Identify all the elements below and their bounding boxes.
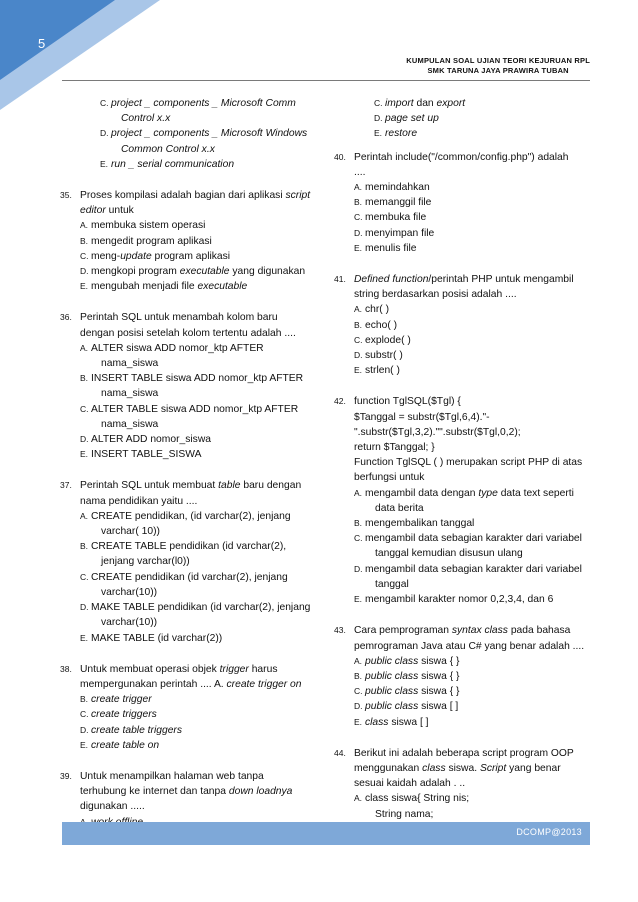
header-school: SMK TARUNA JAYA PRAWIRA TUBAN: [427, 66, 569, 75]
question-number: 39.: [60, 770, 72, 781]
question-39-continued: [334, 96, 602, 142]
code-line: function TglSQL($Tgl) {: [354, 396, 461, 408]
question-number: 40.: [334, 151, 346, 162]
option-d: D. ALTER ADD nomor_siswa: [80, 434, 211, 446]
option-a: A. mengambil data dengan type data text seperti data berita: [354, 487, 574, 514]
page-number: 5: [38, 36, 46, 51]
option-e: E. menulis file: [354, 242, 417, 254]
question-44: 44. Berikut ini adalah beberapa script program OOP menggunakan class siswa. Script yang benar sesuai kaidah adalah . ..: [334, 747, 574, 790]
header-rule: [62, 80, 590, 81]
question-number: 42.: [334, 396, 346, 407]
question-text: Proses kompilasi adalah bagian dari aplikasi script: [80, 190, 311, 202]
question-41: 41. Defined function/perintah PHP untuk mengambil string berdasarkan posisi adalah ....: [334, 274, 574, 301]
option-c: C. membuka file: [354, 212, 427, 224]
option-b: B. mengedit program aplikasi: [80, 235, 212, 247]
option-d: D. menyimpan file: [354, 227, 435, 239]
question-37: 37. Perintah SQL untuk membuat table baru dengan nama pendidikan yaitu ....: [60, 480, 302, 507]
option-c: C. project _ components _ Microsoft Comm Control x.x: [100, 98, 296, 125]
code-line: $Tanggal = substr($Tgl,6,4)."-: [354, 411, 490, 423]
question-number: 44.: [334, 747, 346, 758]
header-title: KUMPULAN SOAL UJIAN TEORI KEJURUAN RPL: [406, 56, 590, 65]
question-number: 37.: [60, 480, 72, 491]
question-number: 36.: [60, 312, 72, 323]
option-d: D. create table triggers: [80, 724, 183, 736]
footer-bar: [62, 822, 590, 845]
code-line: return $Tanggal; }: [354, 442, 435, 454]
option-c: C. public class siswa { }: [354, 686, 460, 698]
option-d: D. project _ components _ Microsoft Windows Common Control x.x: [100, 128, 308, 155]
option-b: B. memanggil file: [354, 197, 432, 209]
footer-text: DCOMP@2013: [516, 827, 582, 837]
option-c: C. meng-update program aplikasi: [80, 250, 231, 262]
option-e: E. class siswa [ ]: [354, 716, 429, 728]
option-e: E. mengubah menjadi file executable: [80, 281, 248, 293]
option-d: D. substr( ): [354, 350, 403, 362]
option-b: B. echo( ): [354, 319, 398, 331]
option-e: E. restore: [374, 128, 418, 140]
option-c: C. CREATE pendidikan (id varchar(2), jenjang varchar(10)): [80, 571, 288, 598]
option-b: B. mengembalikan tanggal: [354, 518, 475, 530]
code-line: String nama;: [375, 808, 434, 820]
option-e: E. create table on: [80, 739, 160, 751]
option-e: E. strlen( ): [354, 365, 400, 377]
option-c: C. mengambil data sebagian karakter dari variabel tanggal kemudian disusun ulang: [354, 533, 582, 560]
option-e: E. mengambil karakter nomor 0,2,3,4, dan 6: [354, 594, 554, 606]
question-43: 43. Cara pemprograman syntax class pada bahasa pemrograman Java atau C# yang benar adalah ....: [334, 625, 585, 652]
option-e: E. MAKE TABLE (id varchar(2)): [80, 632, 223, 644]
option-b: B. public class siswa { }: [354, 670, 460, 682]
option-c: C. create triggers: [80, 709, 157, 721]
option-a: A. chr( ): [354, 304, 390, 316]
question-36: 36. Perintah SQL untuk menambah kolom baru dengan posisi setelah kolom tertentu adalah ....: [60, 312, 296, 339]
option-c: C. ALTER TABLE siswa ADD nomor_ktp AFTER nama_siswa: [80, 403, 299, 430]
option-c: C. import dan export: [374, 98, 466, 109]
question-number: 35.: [60, 190, 72, 201]
document-header: [406, 56, 590, 76]
option-a: A. ALTER siswa ADD nomor_ktp AFTER nama_siswa: [80, 342, 264, 370]
question-number: 41.: [334, 274, 346, 285]
left-column: [60, 96, 328, 845]
question-number: 43.: [334, 625, 346, 636]
option-a: A. public class siswa { }: [354, 655, 460, 667]
option-d: D. MAKE TABLE pendidikan (id varchar(2), jenjang varchar(10)): [80, 602, 311, 629]
question-34-continued: [60, 96, 328, 172]
option-e: E. run _ serial communication: [100, 158, 235, 170]
option-a: A. memindahkan: [354, 182, 430, 194]
right-column: [334, 96, 602, 837]
option-a: A. CREATE pendidikan, (id varchar(2), jenjang varchar( 10)): [80, 510, 291, 538]
question-35: 35. Proses kompilasi adalah bagian dari aplikasi script editor untuk: [60, 188, 328, 218]
option-b: B. create trigger: [80, 694, 152, 706]
option-d: D. page set up: [374, 113, 439, 125]
question-42: 42. function TglSQL($Tgl) { $Tanggal = substr($Tgl,6,4)."- ".substr($Tgl,3,2)."".substr($Tgl,0,2); return $Tanggal; } Function TglSQL ( ) merupakan script PHP di atas berfungsi untuk: [334, 394, 602, 485]
question-38: 38. Untuk membuat operasi objek trigger harus mempergunakan perintah .... A. create trigger on: [60, 663, 302, 690]
corner-decoration: [0, 0, 160, 110]
option-a: A. class siswa{ String nis;: [354, 793, 470, 805]
question-number: 38.: [60, 663, 72, 674]
option-b: B. INSERT TABLE siswa ADD nomor_ktp AFTER nama_siswa: [80, 373, 304, 400]
option-d: D. public class siswa [ ]: [354, 701, 459, 713]
question-39: 39. Untuk menampilkan halaman web tanpa terhubung ke internet dan tanpa down loadnya digunakan .....: [60, 770, 293, 813]
option-d: D. mengambil data sebagian karakter dari variabel tanggal: [354, 563, 582, 590]
option-a: A. membuka sistem operasi: [80, 220, 206, 232]
code-line: ".substr($Tgl,3,2)."".substr($Tgl,0,2);: [354, 426, 521, 438]
question-40: 40. Perintah include("/common/config.php") adalah ....: [334, 151, 569, 178]
option-b: B. CREATE TABLE pendidikan (id varchar(2), jenjang varchar(l0)): [80, 541, 287, 568]
option-e: E. INSERT TABLE_SISWA: [80, 449, 202, 461]
option-c: C. explode( ): [354, 334, 411, 346]
option-d: D. mengkopi program executable yang digunakan: [80, 266, 306, 278]
